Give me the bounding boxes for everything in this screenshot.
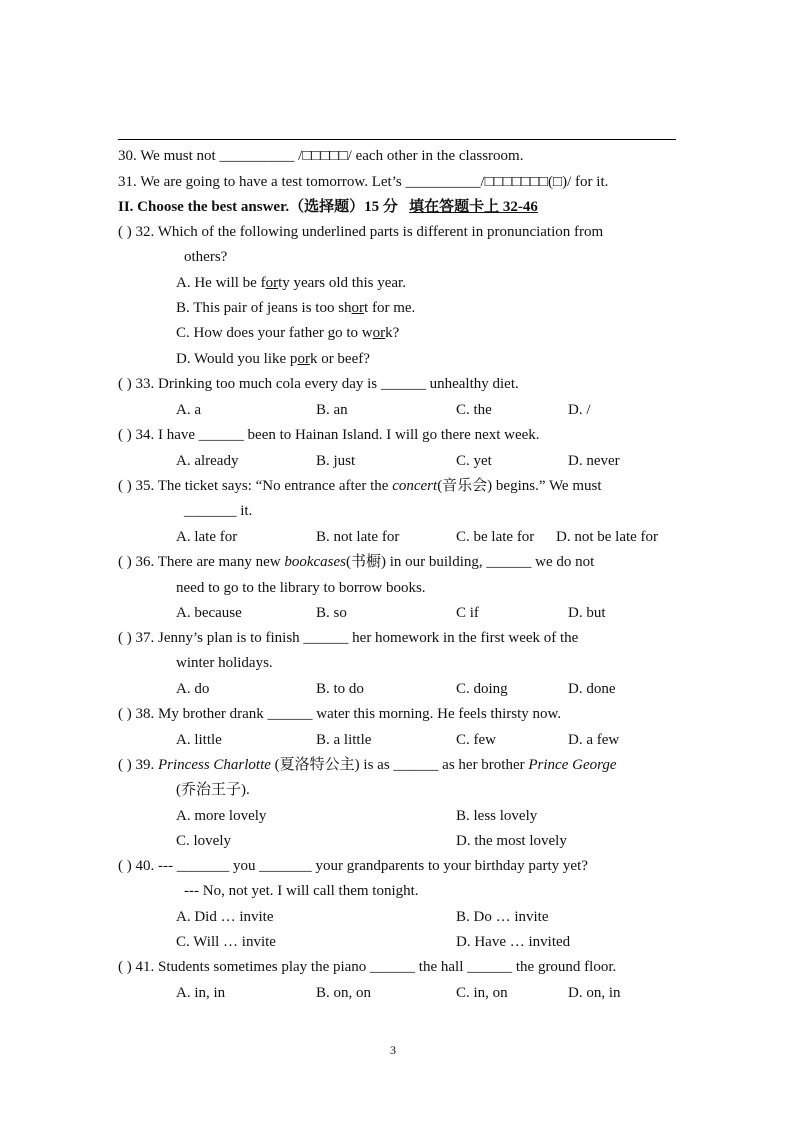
q38-option-a: A. little bbox=[176, 732, 222, 748]
question-31: 31. We are going to have a test tomorrow. Let’s __________/□□□□□□□(□)/ for it. bbox=[118, 174, 609, 190]
q32-option-c: C. How does your father go to work? bbox=[176, 325, 400, 341]
q39-option-c: C. lovely bbox=[176, 833, 231, 849]
question-36: ( ) 36. There are many new bookcases(书橱) in our building, ______ we do not bbox=[118, 554, 595, 570]
question-41: ( ) 41. Students sometimes play the piano ______ the hall ______ the ground floor. bbox=[118, 959, 617, 975]
question-39-stem-cont: (乔治王子). bbox=[176, 782, 250, 798]
question-35-stem-cont: _______ it. bbox=[184, 503, 253, 519]
q35-option-d: D. not be late for bbox=[556, 529, 659, 545]
q39-option-a: A. more lovely bbox=[176, 808, 267, 824]
question-39: ( ) 39. Princess Charlotte (夏洛特公主) is as ______ as her brother Prince George bbox=[118, 757, 617, 773]
q39-option-b: B. less lovely bbox=[456, 808, 538, 824]
q39-option-d: D. the most lovely bbox=[456, 833, 567, 849]
page-number: 3 bbox=[390, 1043, 396, 1057]
q33-option-b: B. an bbox=[316, 402, 348, 418]
q40-option-a: A. Did … invite bbox=[176, 909, 274, 925]
q38-option-b: B. a little bbox=[316, 732, 372, 748]
q40-option-b: B. Do … invite bbox=[456, 909, 549, 925]
q40-option-c: C. Will … invite bbox=[176, 934, 276, 950]
q32-option-b: B. This pair of jeans is too short for me. bbox=[176, 300, 416, 316]
question-40: ( ) 40. --- _______ you _______ your grandparents to your birthday party yet? bbox=[118, 858, 588, 874]
question-37-stem-cont: winter holidays. bbox=[176, 655, 273, 671]
q36-option-c: C if bbox=[456, 605, 479, 621]
question-32: ( ) 32. Which of the following underlined parts is different in pronunciation from bbox=[118, 224, 604, 240]
question-38: ( ) 38. My brother drank ______ water this morning. He feels thirsty now. bbox=[118, 706, 562, 722]
question-33: ( ) 33. Drinking too much cola every day is ______ unhealthy diet. bbox=[118, 376, 519, 392]
q32-option-d: D. Would you like pork or beef? bbox=[176, 351, 370, 367]
q38-option-d: D. a few bbox=[568, 732, 620, 748]
q37-option-d: D. done bbox=[568, 681, 616, 697]
top-rule bbox=[118, 139, 676, 140]
q40-option-d: D. Have … invited bbox=[456, 934, 571, 950]
q33-option-d: D. / bbox=[568, 402, 591, 418]
question-30: 30. We must not __________ /□□□□□/ each other in the classroom. bbox=[118, 148, 524, 164]
q41-option-b: B. on, on bbox=[316, 985, 372, 1001]
question-36-stem-cont: need to go to the library to borrow books. bbox=[176, 580, 426, 596]
q38-option-c: C. few bbox=[456, 732, 496, 748]
q37-option-b: B. to do bbox=[316, 681, 364, 697]
q37-option-a: A. do bbox=[176, 681, 210, 697]
q34-option-c: C. yet bbox=[456, 453, 492, 469]
q41-option-d: D. on, in bbox=[568, 985, 621, 1001]
question-32-stem-cont: others? bbox=[184, 249, 228, 265]
q41-option-a: A. in, in bbox=[176, 985, 226, 1001]
q32-option-a: A. He will be forty years old this year. bbox=[176, 275, 406, 291]
q34-option-d: D. never bbox=[568, 453, 620, 469]
q41-option-c: C. in, on bbox=[456, 985, 508, 1001]
question-37: ( ) 37. Jenny’s plan is to finish ______ her homework in the first week of the bbox=[118, 630, 579, 646]
question-35: ( ) 35. The ticket says: “No entrance after the concert(音乐会) begins.” We must bbox=[118, 478, 602, 494]
question-34: ( ) 34. I have ______ been to Hainan Island. I will go there next week. bbox=[118, 427, 540, 443]
q36-option-d: D. but bbox=[568, 605, 606, 621]
q33-option-a: A. a bbox=[176, 402, 201, 418]
q35-option-b: B. not late for bbox=[316, 529, 400, 545]
answer-sheet-note: 填在答题卡上 32-46 bbox=[409, 199, 538, 215]
section-title: II. Choose the best answer.（选择题）15 分 填在答题卡上 32-46 bbox=[118, 199, 538, 215]
q34-option-b: B. just bbox=[316, 453, 356, 469]
q35-option-a: A. late for bbox=[176, 529, 238, 545]
q37-option-c: C. doing bbox=[456, 681, 508, 697]
q35-option-c: C. be late for bbox=[456, 529, 535, 545]
q36-option-a: A. because bbox=[176, 605, 242, 621]
q36-option-b: B. so bbox=[316, 605, 347, 621]
q33-option-c: C. the bbox=[456, 402, 492, 418]
question-40-stem-cont: --- No, not yet. I will call them tonight. bbox=[184, 883, 419, 899]
q34-option-a: A. already bbox=[176, 453, 239, 469]
